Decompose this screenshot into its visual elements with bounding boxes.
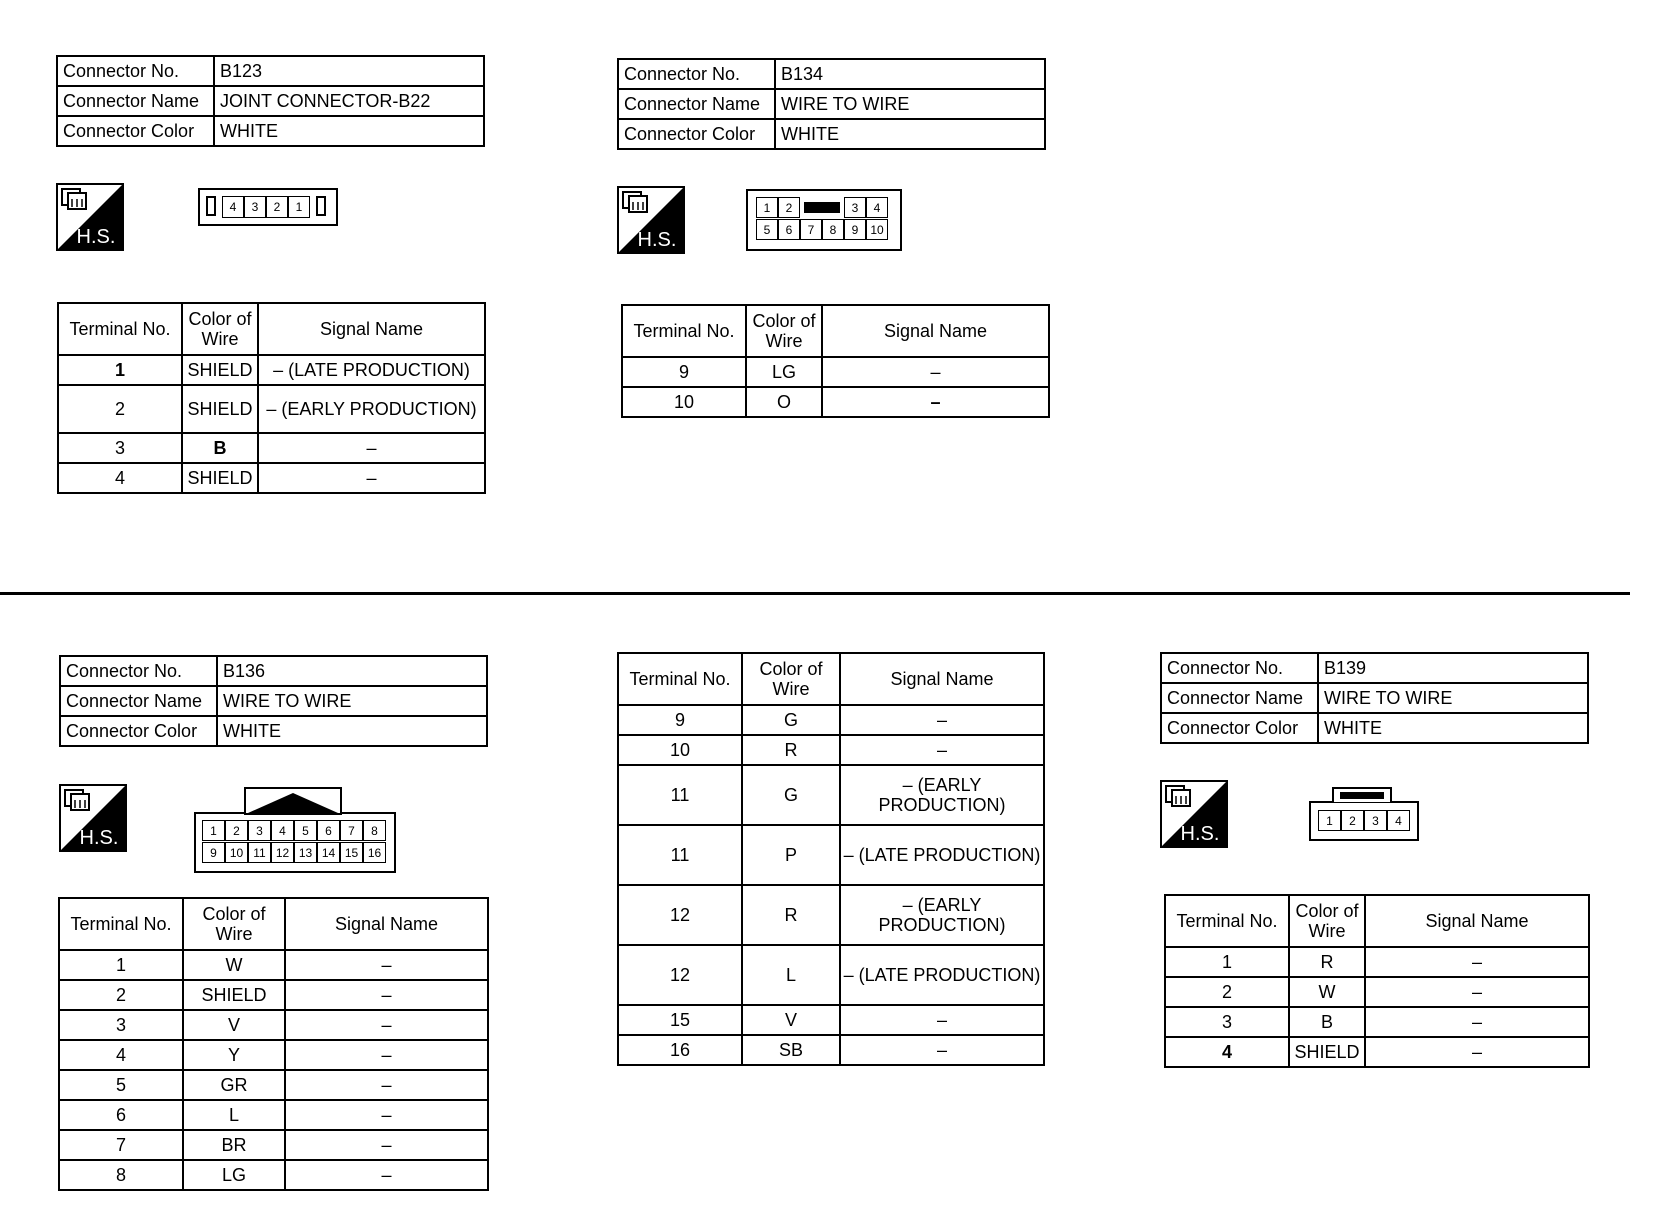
signal-name: – bbox=[285, 950, 488, 980]
connector-info-b139 bbox=[1160, 652, 1589, 744]
signal-name: – bbox=[822, 387, 1049, 417]
wire-color: SHIELD bbox=[182, 355, 258, 385]
table-row bbox=[1165, 1037, 1589, 1067]
wire-color: SHIELD bbox=[182, 463, 258, 493]
terminal-no: 15 bbox=[618, 1005, 742, 1035]
label-connector-color: Connector Color bbox=[618, 119, 775, 149]
signal-name: – bbox=[1365, 947, 1589, 977]
pin: 7 bbox=[800, 219, 822, 240]
table-row bbox=[59, 1070, 488, 1100]
pin: 13 bbox=[294, 842, 317, 863]
signal-name: – bbox=[285, 980, 488, 1010]
signal-name: – bbox=[258, 433, 485, 463]
terminal-no: 12 bbox=[618, 885, 742, 945]
latch-left bbox=[206, 196, 216, 216]
pin: 6 bbox=[317, 820, 340, 841]
hs-connector-icon bbox=[1160, 780, 1228, 848]
pin: 4 bbox=[866, 197, 888, 218]
wire-color: W bbox=[183, 950, 285, 980]
connector-no-value: B134 bbox=[775, 59, 1045, 89]
header-color-of-wire: Color of Wire bbox=[746, 305, 822, 357]
wire-color: Y bbox=[183, 1040, 285, 1070]
pin: 1 bbox=[288, 196, 310, 218]
wire-color: LG bbox=[746, 357, 822, 387]
table-row bbox=[618, 1035, 1044, 1065]
wire-color: O bbox=[746, 387, 822, 417]
label-connector-name: Connector Name bbox=[60, 686, 217, 716]
wire-color: R bbox=[742, 735, 840, 765]
table-row bbox=[618, 705, 1044, 735]
terminal-no: 3 bbox=[1165, 1007, 1289, 1037]
terminal-no: 2 bbox=[1165, 977, 1289, 1007]
connector-name-value: WIRE TO WIRE bbox=[217, 686, 487, 716]
pin: 1 bbox=[756, 197, 778, 218]
table-row bbox=[59, 1010, 488, 1040]
pin: 2 bbox=[266, 196, 288, 218]
connector-color-value: WHITE bbox=[217, 716, 487, 746]
table-row bbox=[58, 355, 485, 385]
table-row bbox=[59, 950, 488, 980]
wire-color: G bbox=[742, 765, 840, 825]
terminal-no: 10 bbox=[618, 735, 742, 765]
pin: 1 bbox=[202, 820, 225, 841]
table-row bbox=[618, 945, 1044, 1005]
terminal-no: 16 bbox=[618, 1035, 742, 1065]
terminal-no: 1 bbox=[58, 355, 182, 385]
terminal-no: 11 bbox=[618, 825, 742, 885]
label-connector-color: Connector Color bbox=[1161, 713, 1318, 743]
terminal-no: 9 bbox=[622, 357, 746, 387]
table-row bbox=[618, 825, 1044, 885]
pin: 3 bbox=[248, 820, 271, 841]
header-signal-name: Signal Name bbox=[1365, 895, 1589, 947]
pin: 3 bbox=[844, 197, 866, 218]
pin: 6 bbox=[778, 219, 800, 240]
connector-housing-tab bbox=[1332, 787, 1392, 803]
pin: 10 bbox=[866, 219, 888, 240]
pin: 2 bbox=[778, 197, 800, 218]
table-row bbox=[58, 463, 485, 493]
pin: 5 bbox=[294, 820, 317, 841]
terminal-no: 2 bbox=[59, 980, 183, 1010]
pin: 3 bbox=[244, 196, 266, 218]
hs-connector-icon bbox=[617, 186, 685, 254]
signal-name: – (LATE PRODUCTION) bbox=[840, 825, 1044, 885]
connector-no-value: B139 bbox=[1318, 653, 1588, 683]
terminal-no: 7 bbox=[59, 1130, 183, 1160]
signal-name: – bbox=[1365, 977, 1589, 1007]
wire-color: GR bbox=[183, 1070, 285, 1100]
connector-color-value: WHITE bbox=[1318, 713, 1588, 743]
connector-info-b123 bbox=[56, 55, 485, 147]
hs-label: H.S. bbox=[79, 827, 119, 849]
header-signal-name: Signal Name bbox=[285, 898, 488, 950]
terminal-no: 8 bbox=[59, 1160, 183, 1190]
pin: 2 bbox=[225, 820, 248, 841]
label-connector-name: Connector Name bbox=[57, 86, 214, 116]
table-row bbox=[59, 980, 488, 1010]
pin: 3 bbox=[1364, 810, 1387, 831]
pin-row-bottom bbox=[202, 842, 386, 863]
signal-name: – bbox=[840, 735, 1044, 765]
label-connector-no: Connector No. bbox=[1161, 653, 1318, 683]
terminal-no: 4 bbox=[59, 1040, 183, 1070]
wire-color: V bbox=[742, 1005, 840, 1035]
signal-name: – (EARLY PRODUCTION) bbox=[840, 885, 1044, 945]
terminal-no: 6 bbox=[59, 1100, 183, 1130]
signal-name: – bbox=[822, 357, 1049, 387]
connector-name-value: WIRE TO WIRE bbox=[775, 89, 1045, 119]
label-connector-no: Connector No. bbox=[60, 656, 217, 686]
table-row bbox=[59, 1160, 488, 1190]
signal-name: – (LATE PRODUCTION) bbox=[840, 945, 1044, 1005]
signal-name: – (EARLY PRODUCTION) bbox=[840, 765, 1044, 825]
header-terminal-no: Terminal No. bbox=[622, 305, 746, 357]
terminal-no: 1 bbox=[59, 950, 183, 980]
terminal-no: 12 bbox=[618, 945, 742, 1005]
connector-name-value: JOINT CONNECTOR-B22 bbox=[214, 86, 484, 116]
connector-color-value: WHITE bbox=[775, 119, 1045, 149]
table-row bbox=[622, 387, 1049, 417]
terminal-no: 9 bbox=[618, 705, 742, 735]
table-row bbox=[618, 735, 1044, 765]
wire-color: BR bbox=[183, 1130, 285, 1160]
connector-face-b139 bbox=[1309, 801, 1419, 841]
table-row bbox=[59, 1040, 488, 1070]
pin-row bbox=[1318, 810, 1410, 831]
signal-name: – bbox=[285, 1100, 488, 1130]
pin: 16 bbox=[363, 842, 386, 863]
terminal-no: 2 bbox=[58, 385, 182, 433]
signal-name: – bbox=[1365, 1007, 1589, 1037]
header-signal-name: Signal Name bbox=[258, 303, 485, 355]
pin-row-bottom bbox=[756, 219, 888, 240]
connector-info-b136 bbox=[59, 655, 488, 747]
connector-face-b134 bbox=[746, 189, 902, 251]
connector-info-b134 bbox=[617, 58, 1046, 150]
table-row bbox=[59, 1130, 488, 1160]
hs-connector-icon bbox=[56, 183, 124, 251]
pin: 8 bbox=[363, 820, 386, 841]
header-color-of-wire: Color of Wire bbox=[182, 303, 258, 355]
table-row bbox=[1165, 947, 1589, 977]
signal-name: – bbox=[285, 1010, 488, 1040]
header-color-of-wire: Color of Wire bbox=[1289, 895, 1365, 947]
wire-color: G bbox=[742, 705, 840, 735]
signal-name: – bbox=[258, 463, 485, 493]
pin: 2 bbox=[1341, 810, 1364, 831]
terminal-table-b123 bbox=[57, 302, 486, 494]
table-row bbox=[59, 1100, 488, 1130]
pin: 9 bbox=[202, 842, 225, 863]
pin: 7 bbox=[340, 820, 363, 841]
signal-name: – (LATE PRODUCTION) bbox=[258, 355, 485, 385]
connector-housing-tab bbox=[244, 787, 342, 815]
connector-no-value: B136 bbox=[217, 656, 487, 686]
wire-color: B bbox=[182, 433, 258, 463]
label-connector-color: Connector Color bbox=[60, 716, 217, 746]
pin: 9 bbox=[844, 219, 866, 240]
header-signal-name: Signal Name bbox=[822, 305, 1049, 357]
wire-color: V bbox=[183, 1010, 285, 1040]
signal-name: – bbox=[840, 1005, 1044, 1035]
connector-face-b136 bbox=[194, 812, 396, 873]
connector-no-value: B123 bbox=[214, 56, 484, 86]
table-row bbox=[1165, 977, 1589, 1007]
wire-color: LG bbox=[183, 1160, 285, 1190]
connector-face-b123 bbox=[198, 188, 338, 226]
pin: 5 bbox=[756, 219, 778, 240]
signal-name: – bbox=[285, 1130, 488, 1160]
hs-label: H.S. bbox=[637, 229, 677, 251]
label-connector-color: Connector Color bbox=[57, 116, 214, 146]
pin: 15 bbox=[340, 842, 363, 863]
table-row bbox=[618, 885, 1044, 945]
pin: 8 bbox=[822, 219, 844, 240]
wire-color: W bbox=[1289, 977, 1365, 1007]
terminal-table-b134 bbox=[621, 304, 1050, 418]
pin: 4 bbox=[271, 820, 294, 841]
pin-row-top bbox=[756, 197, 888, 218]
terminal-table-b139 bbox=[1164, 894, 1590, 1068]
header-terminal-no: Terminal No. bbox=[1165, 895, 1289, 947]
wire-color: P bbox=[742, 825, 840, 885]
pin-row-top bbox=[202, 820, 386, 841]
pin: 4 bbox=[222, 196, 244, 218]
hs-label: H.S. bbox=[76, 226, 116, 248]
signal-name: – bbox=[840, 705, 1044, 735]
signal-name: – (EARLY PRODUCTION) bbox=[258, 385, 485, 433]
pin: 1 bbox=[1318, 810, 1341, 831]
label-connector-name: Connector Name bbox=[1161, 683, 1318, 713]
header-color-of-wire: Color of Wire bbox=[183, 898, 285, 950]
signal-name: – bbox=[1365, 1037, 1589, 1067]
header-color-of-wire: Color of Wire bbox=[742, 653, 840, 705]
signal-name: – bbox=[285, 1070, 488, 1100]
terminal-no: 3 bbox=[58, 433, 182, 463]
hs-connector-icon bbox=[59, 784, 127, 852]
signal-name: – bbox=[840, 1035, 1044, 1065]
terminal-no: 1 bbox=[1165, 947, 1289, 977]
section-divider bbox=[0, 592, 1630, 595]
header-terminal-no: Terminal No. bbox=[618, 653, 742, 705]
header-terminal-no: Terminal No. bbox=[58, 303, 182, 355]
terminal-no: 3 bbox=[59, 1010, 183, 1040]
terminal-table-b136 bbox=[58, 897, 489, 1191]
pin: 12 bbox=[271, 842, 294, 863]
wire-color: B bbox=[1289, 1007, 1365, 1037]
table-row bbox=[1165, 1007, 1589, 1037]
terminal-no: 11 bbox=[618, 765, 742, 825]
terminal-table-b136-continued bbox=[617, 652, 1045, 1066]
terminal-no: 4 bbox=[58, 463, 182, 493]
table-row bbox=[58, 385, 485, 433]
terminal-no: 10 bbox=[622, 387, 746, 417]
wire-color: L bbox=[183, 1100, 285, 1130]
wire-color: SHIELD bbox=[183, 980, 285, 1010]
wire-color: R bbox=[1289, 947, 1365, 977]
wire-color: SHIELD bbox=[1289, 1037, 1365, 1067]
pin: 10 bbox=[225, 842, 248, 863]
hs-label: H.S. bbox=[1180, 823, 1220, 845]
pin: 4 bbox=[1387, 810, 1410, 831]
terminal-no: 4 bbox=[1165, 1037, 1289, 1067]
pin-row bbox=[222, 196, 310, 218]
wire-color: SHIELD bbox=[182, 385, 258, 433]
wire-color: SB bbox=[742, 1035, 840, 1065]
table-row bbox=[618, 1005, 1044, 1035]
table-row bbox=[622, 357, 1049, 387]
connector-color-value: WHITE bbox=[214, 116, 484, 146]
pin: 14 bbox=[317, 842, 340, 863]
label-connector-name: Connector Name bbox=[618, 89, 775, 119]
terminal-no: 5 bbox=[59, 1070, 183, 1100]
signal-name: – bbox=[285, 1160, 488, 1190]
wire-color: L bbox=[742, 945, 840, 1005]
header-signal-name: Signal Name bbox=[840, 653, 1044, 705]
wire-color: R bbox=[742, 885, 840, 945]
pin: 11 bbox=[248, 842, 271, 863]
table-row bbox=[58, 433, 485, 463]
header-terminal-no: Terminal No. bbox=[59, 898, 183, 950]
blank-cavity bbox=[800, 197, 844, 218]
connector-name-value: WIRE TO WIRE bbox=[1318, 683, 1588, 713]
label-connector-no: Connector No. bbox=[618, 59, 775, 89]
label-connector-no: Connector No. bbox=[57, 56, 214, 86]
table-row bbox=[618, 765, 1044, 825]
signal-name: – bbox=[285, 1040, 488, 1070]
latch-right bbox=[316, 196, 326, 216]
